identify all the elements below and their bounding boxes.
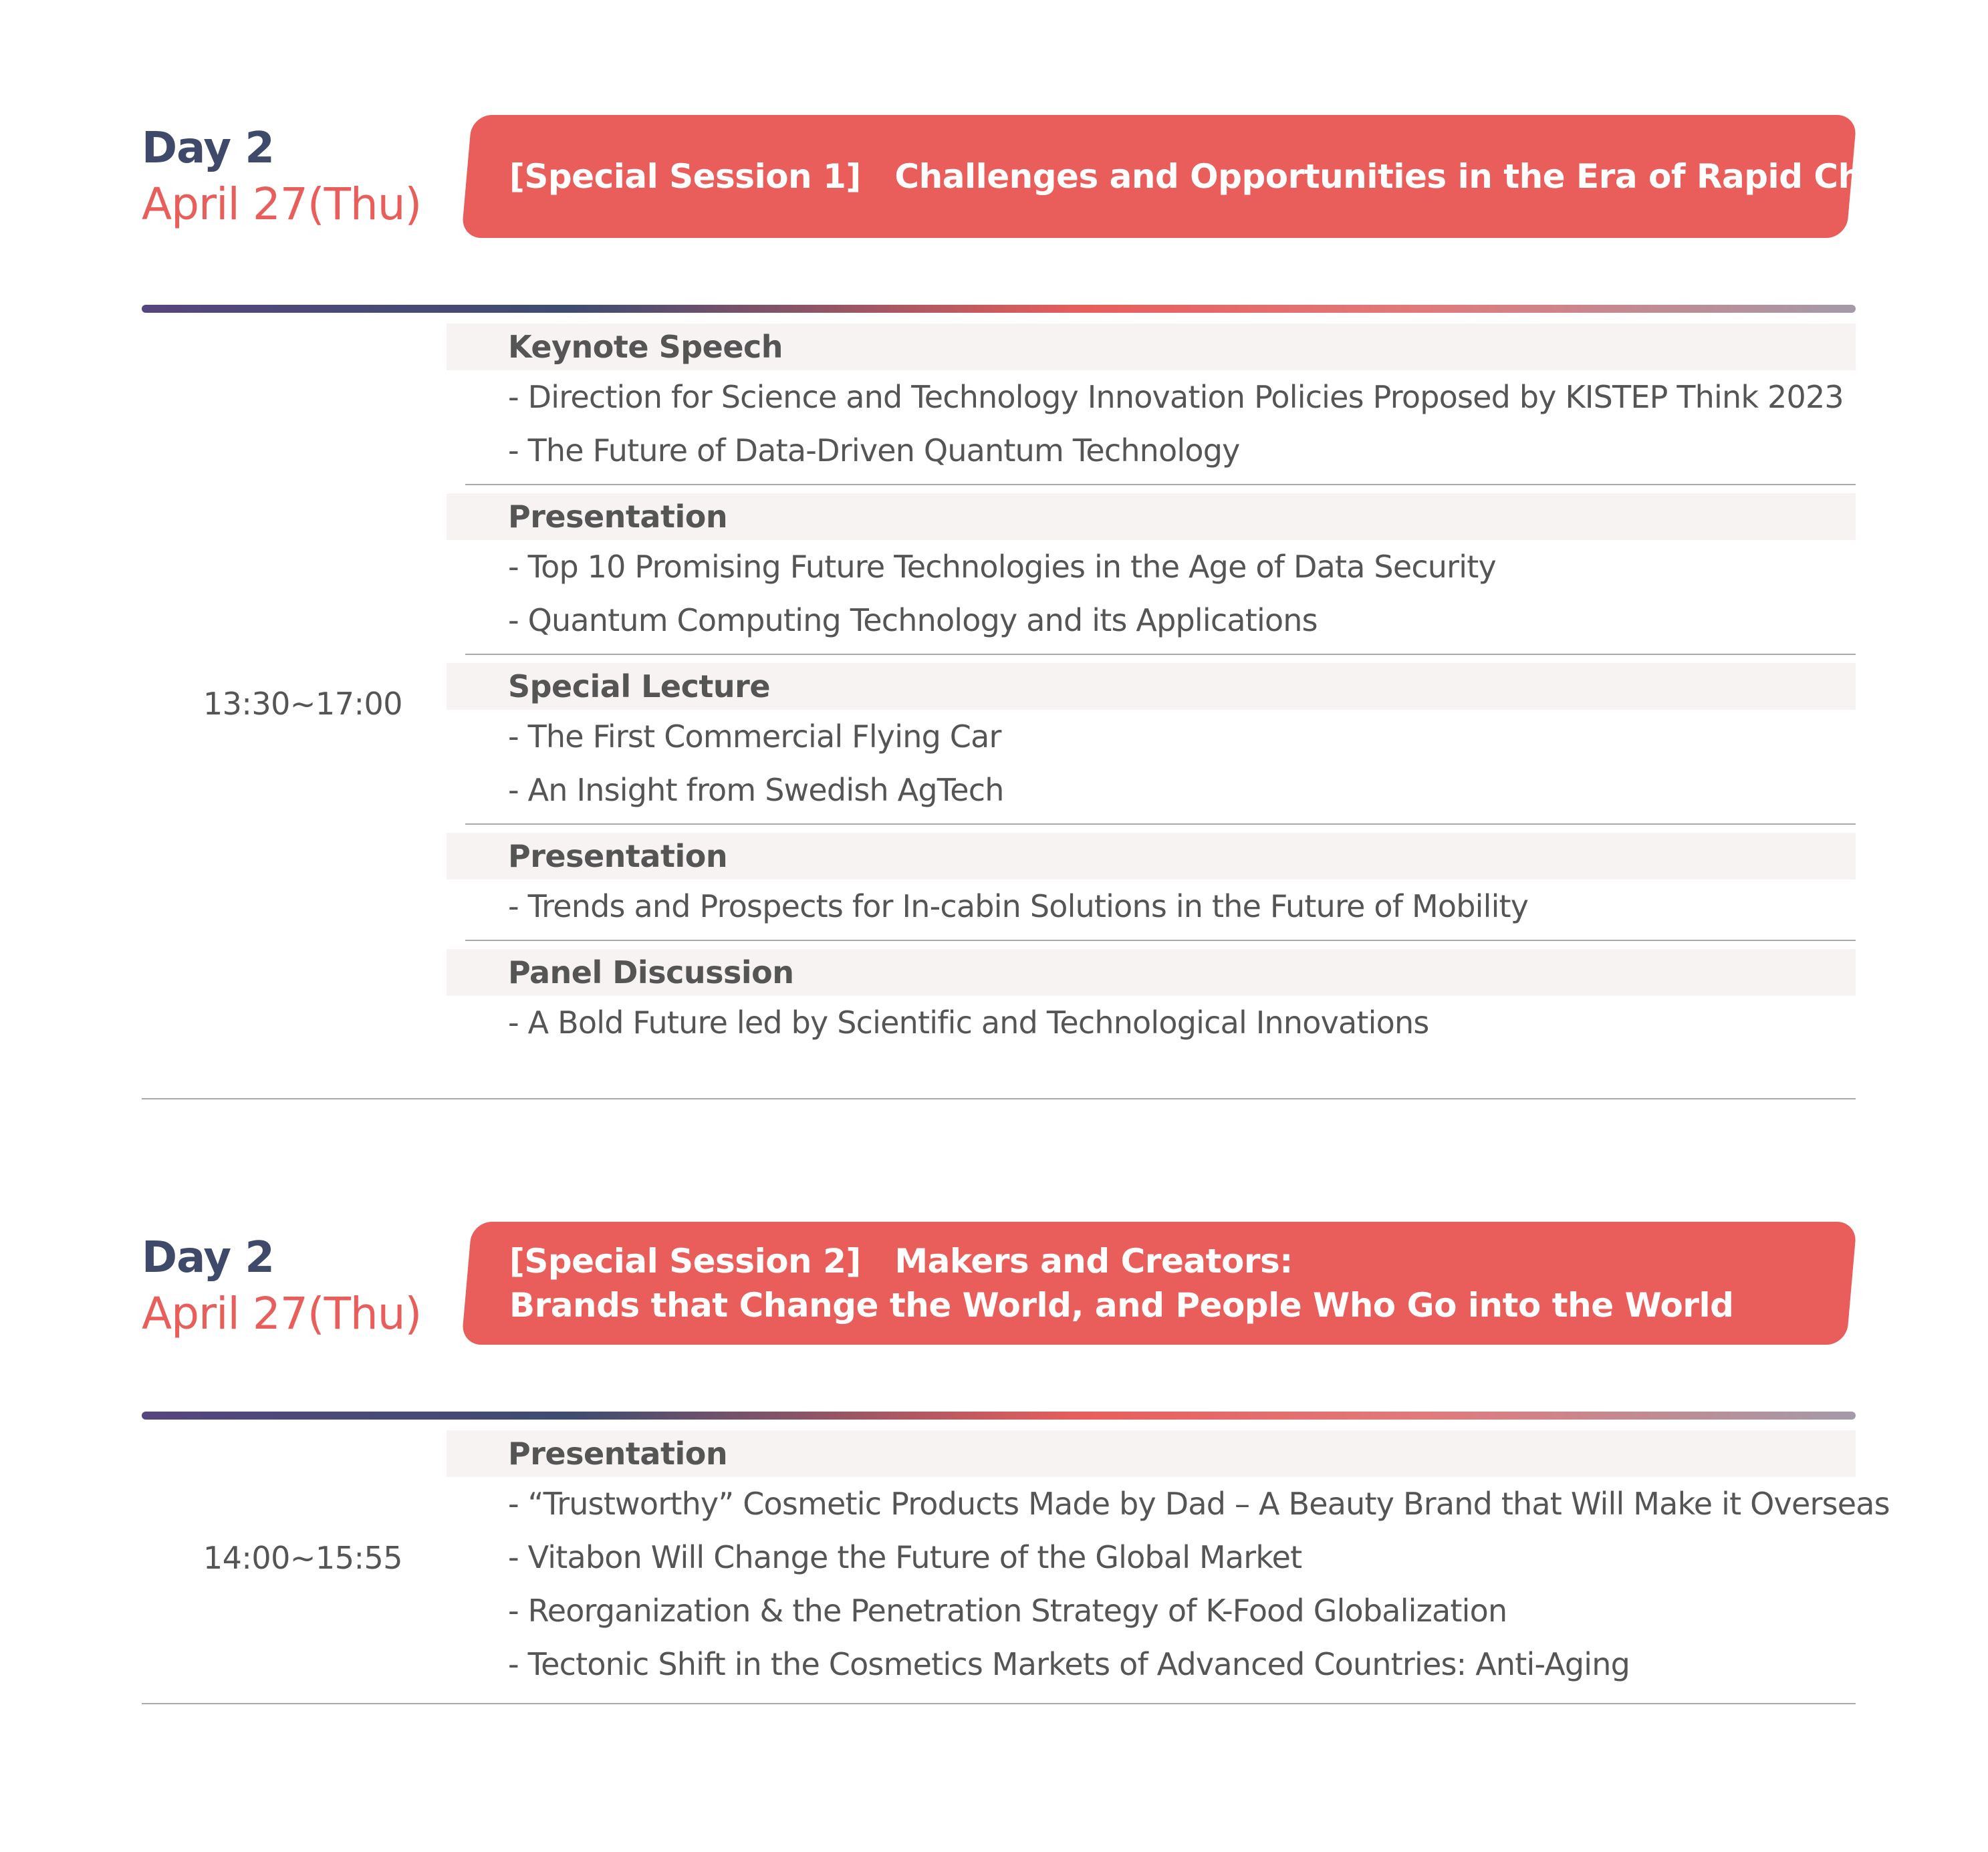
agenda-item: - A Bold Future led by Scientific and Technological Innovations — [508, 1005, 1429, 1041]
day-label: Day 2 — [142, 1233, 274, 1283]
agenda-item: - Reorganization & the Penetration Strategy of K-Food Globalization — [508, 1593, 1507, 1629]
agenda-item: - Vitabon Will Change the Future of the Global Market — [508, 1539, 1302, 1575]
banner-line: [Special Session 1] Challenges and Opportunities in the Era of Rapid Change — [509, 157, 1953, 196]
agenda-block — [447, 949, 1856, 1049]
block-heading: Keynote Speech — [447, 323, 1856, 370]
day-date-block — [142, 120, 421, 233]
banner-line: Brands that Change the World, and People Who Go into the World — [509, 1286, 1734, 1325]
block-divider — [465, 654, 1856, 655]
block-divider — [465, 484, 1856, 485]
agenda-item: - The Future of Data-Driven Quantum Technology — [508, 432, 1240, 469]
block-heading: Presentation — [447, 1430, 1856, 1477]
session-time: 13:30~17:00 — [203, 686, 402, 722]
block-divider — [465, 940, 1856, 941]
agenda-item: - Trends and Prospects for In-cabin Solutions in the Future of Mobility — [508, 888, 1529, 924]
agenda-blocks — [447, 315, 1856, 1049]
agenda-block — [447, 663, 1856, 825]
session-banner-title — [509, 115, 1953, 238]
day-date-block — [142, 1230, 421, 1342]
block-heading: Presentation — [447, 493, 1856, 540]
agenda-blocks — [447, 1422, 1890, 1691]
agenda-block — [447, 323, 1856, 485]
session-date: April 27(Thu) — [142, 178, 422, 230]
agenda-item: - Top 10 Promising Future Technologies in the Age of Data Security — [508, 549, 1496, 585]
day-label: Day 2 — [142, 124, 274, 173]
session-bottom-rule — [142, 1703, 1856, 1704]
gradient-divider — [142, 1412, 1856, 1420]
agenda-item: - “Trustworthy” Cosmetic Products Made by Dad – A Beauty Brand that Will Make it Overseas — [508, 1486, 1890, 1522]
banner-line: [Special Session 2] Makers and Creators: — [509, 1242, 1293, 1281]
block-heading: Panel Discussion — [447, 949, 1856, 996]
agenda-item: - Tectonic Shift in the Cosmetics Markets of Advanced Countries: Anti-Aging — [508, 1646, 1630, 1682]
agenda-block — [447, 493, 1856, 655]
agenda-item: - An Insight from Swedish AgTech — [508, 772, 1004, 808]
session-time: 14:00~15:55 — [203, 1540, 402, 1576]
block-divider — [465, 823, 1856, 825]
agenda-item: - Quantum Computing Technology and its Applications — [508, 602, 1318, 638]
agenda-block — [447, 1430, 1890, 1691]
block-heading: Special Lecture — [447, 663, 1856, 710]
session-bottom-rule — [142, 1098, 1856, 1099]
session-date: April 27(Thu) — [142, 1288, 422, 1339]
agenda-block — [447, 833, 1856, 941]
agenda-item: - The First Commercial Flying Car — [508, 718, 1001, 755]
session-banner-title — [509, 1222, 1846, 1345]
block-heading: Presentation — [447, 833, 1856, 880]
gradient-divider — [142, 305, 1856, 313]
agenda-item: - Direction for Science and Technology Innovation Policies Proposed by KISTEP Think 2023 — [508, 379, 1844, 415]
